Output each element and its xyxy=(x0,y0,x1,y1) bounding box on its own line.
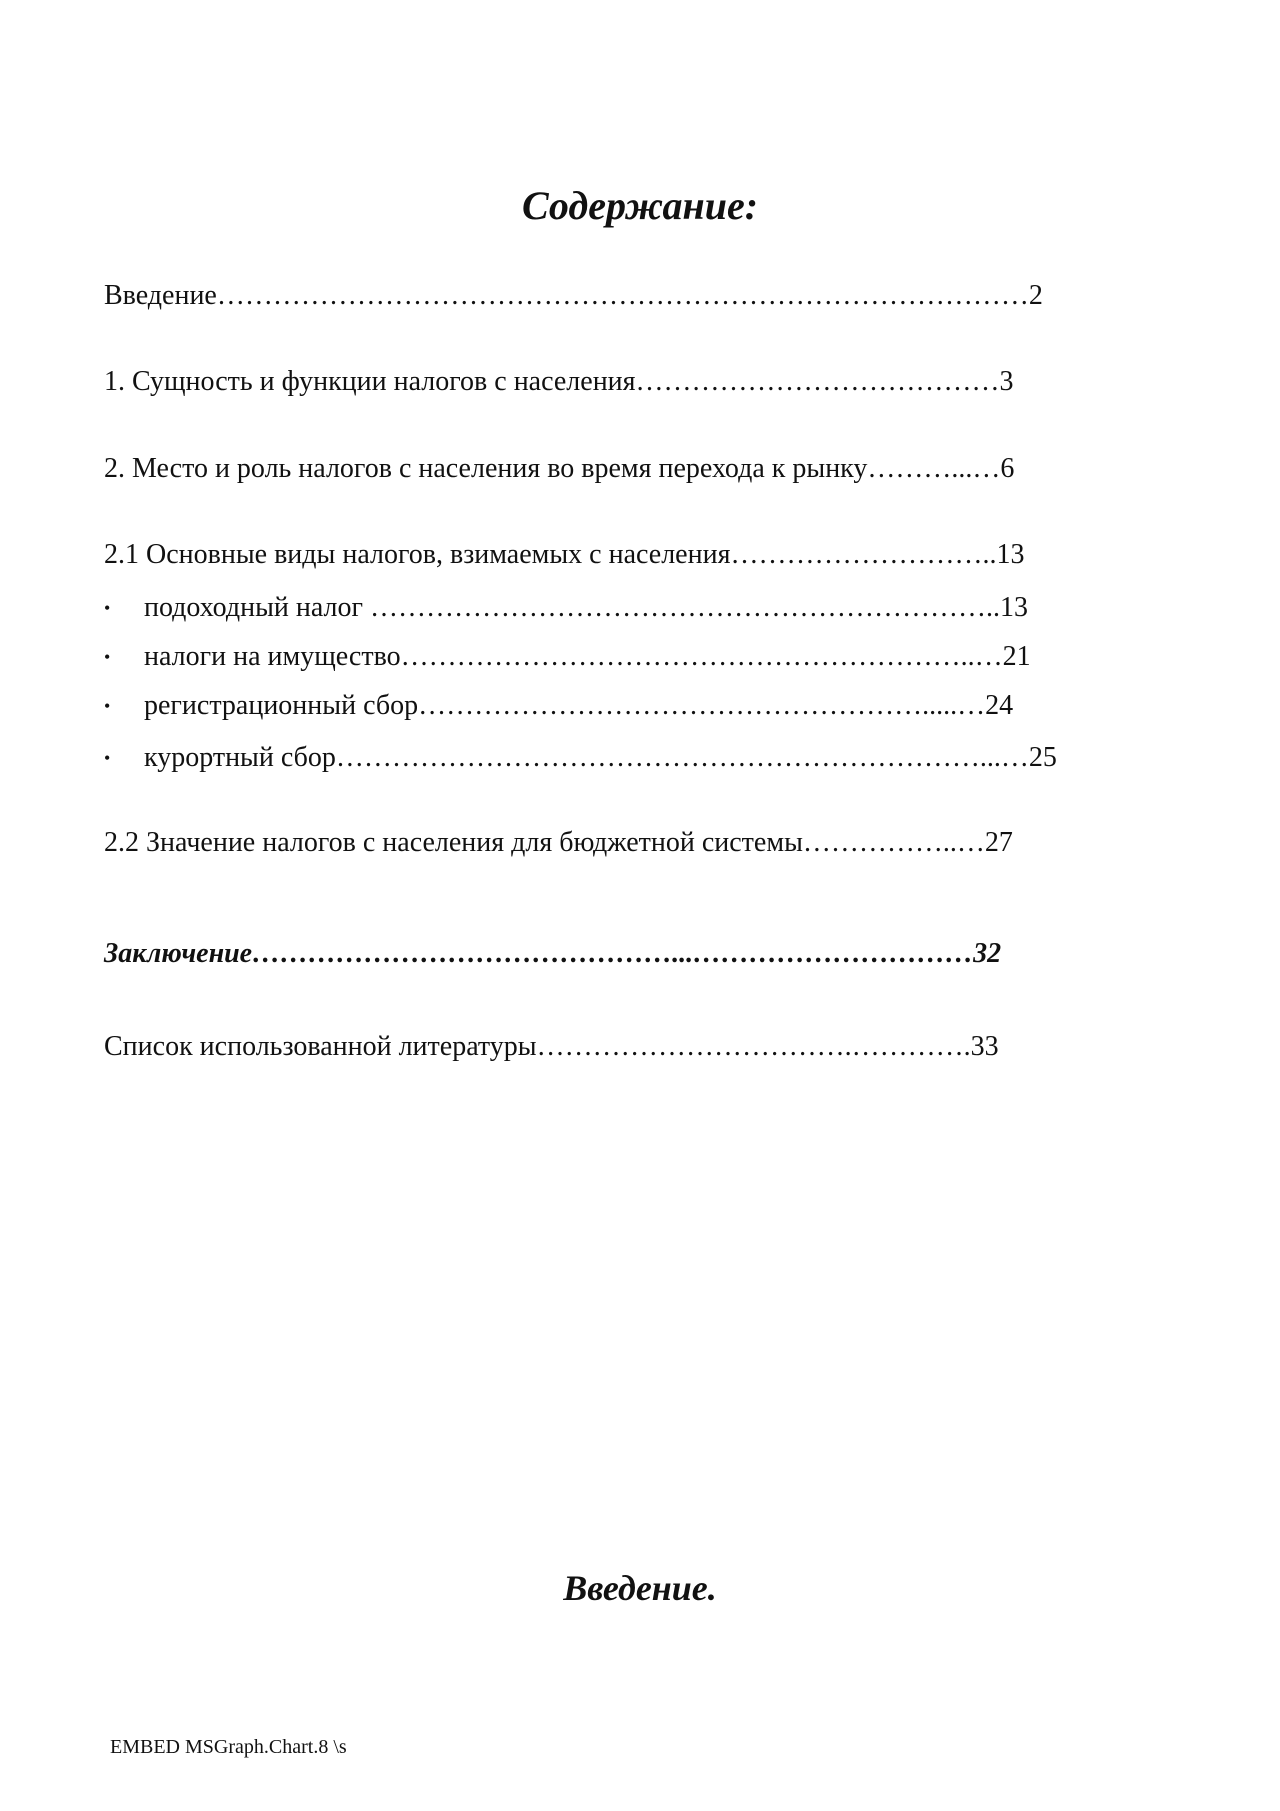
embed-field-code: EMBED MSGraph.Chart.8 \s xyxy=(110,1736,347,1758)
toc-entry-2-2: 2.2 Значение налогов с населения для бюджетной системы……………..…27 xyxy=(104,827,1013,858)
toc-subentry-label: налоги на имущество……………………………………………………..…21 xyxy=(144,641,1031,672)
toc-entry-2: 2. Место и роль налогов с населения во время перехода к рынку………...…6 xyxy=(104,453,1015,484)
toc-subentry-resort-fee xyxy=(104,741,1057,777)
toc-title: Содержание: xyxy=(521,183,759,228)
toc-subentry-registration-fee xyxy=(104,689,1013,725)
toc-entry-2-1: 2.1 Основные виды налогов, взимаемых с населения………………………..13 xyxy=(104,539,1025,570)
section-title-introduction: Введение. xyxy=(563,1568,717,1608)
toc-entry-introduction: Введение……………………………………………………………………………2 xyxy=(104,280,1043,311)
toc-subentry-label: курортный сбор……………………………………………………………...…25 xyxy=(144,742,1057,773)
toc-subentry-income-tax xyxy=(104,591,1028,627)
toc-entry-references: Список использованной литературы…………………………….………….33 xyxy=(104,1031,999,1062)
toc-subentry-label: подоходный налог …………………………………………………………..13 xyxy=(144,592,1028,623)
toc-entry-1: 1. Сущность и функции налогов с населения…………………………………3 xyxy=(104,366,1014,397)
toc-entry-conclusion: Заключение………………………………………...…………………………32 xyxy=(104,938,1002,969)
bullet-icon: • xyxy=(104,747,111,768)
toc-subentry-label: регистрационный сбор……………………………………………….....…24 xyxy=(144,690,1014,721)
bullet-icon: • xyxy=(104,695,111,716)
toc-subentry-property-tax xyxy=(104,640,1031,676)
bullet-icon: • xyxy=(104,646,111,667)
bullet-icon: • xyxy=(104,597,111,618)
